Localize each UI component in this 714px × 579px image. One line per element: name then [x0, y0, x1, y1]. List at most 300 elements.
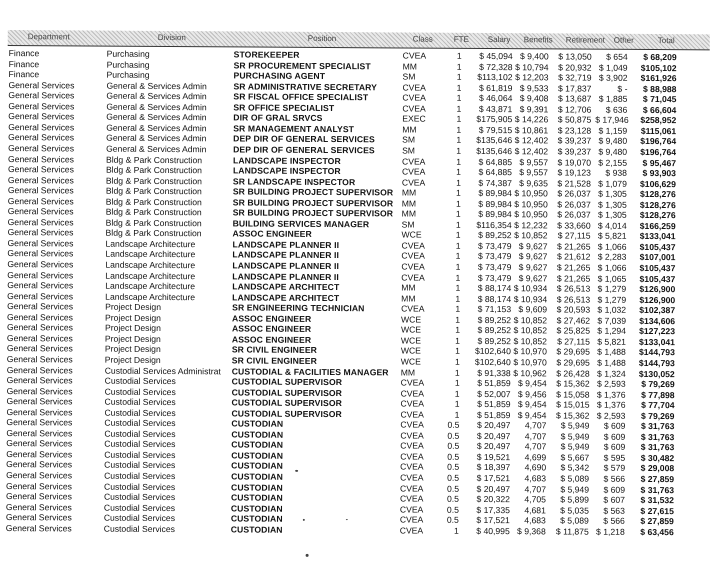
- position-cell: LANDSCAPE PLANNER II: [232, 239, 340, 250]
- header-class: Class: [412, 34, 433, 44]
- position-cell: CUSTODIAL SUPERVISOR: [231, 408, 342, 419]
- fte-cell: 0.5: [446, 514, 459, 525]
- benefits-cell: $ 9,456: [517, 388, 547, 399]
- benefits-cell: $ 9,609: [518, 304, 548, 315]
- department-cell: General Services: [6, 385, 73, 397]
- benefits-cell: 4,707: [524, 441, 547, 452]
- department-cell: General Services: [6, 364, 73, 375]
- scan-speck: [303, 519, 305, 521]
- other-cell: $ 579: [603, 463, 626, 474]
- header-row: [8, 30, 710, 50]
- other-cell: $ 654: [606, 51, 628, 62]
- department-cell: Finance: [8, 48, 40, 59]
- fte-cell: 0.5: [447, 441, 460, 452]
- department-cell: General Services: [8, 132, 75, 143]
- other-cell: $ 1,305: [597, 209, 627, 221]
- class-cell: SM: [402, 71, 416, 82]
- other-cell: $ -: [617, 83, 628, 94]
- total-cell: $ 77,704: [641, 400, 675, 411]
- retirement-cell: $ 15,058: [556, 388, 590, 400]
- retirement-cell: $ 39,237: [557, 135, 592, 147]
- division-cell: Custodial Services: [104, 407, 176, 418]
- other-cell: $ 1,324: [597, 368, 626, 379]
- benefits-cell: $ 12,203: [515, 72, 549, 83]
- salary-cell: $ 89,984: [478, 209, 512, 220]
- other-cell: $ 5,821: [597, 336, 626, 347]
- retirement-cell: $ 26,513: [556, 294, 591, 305]
- division-cell: Custodial Services: [103, 502, 176, 513]
- other-cell: $ 1,376: [596, 399, 626, 410]
- department-cell: General Services: [6, 406, 73, 418]
- total-cell: $ 63,456: [640, 526, 674, 537]
- division-cell: General & Services Admin: [106, 143, 207, 155]
- total-cell: $106,629: [640, 178, 676, 189]
- benefits-cell: $ 14,226: [514, 114, 549, 125]
- retirement-cell: $ 39,237: [557, 146, 592, 157]
- fte-cell: 1: [455, 314, 461, 325]
- other-cell: $ 17,946: [595, 114, 629, 126]
- position-cell: CUSTODIAL SUPERVISOR: [231, 387, 343, 398]
- department-cell: General Services: [7, 164, 74, 175]
- retirement-cell: $ 13,050: [558, 51, 592, 62]
- salary-cell: $ 20,497: [476, 441, 511, 452]
- other-cell: $ 609: [603, 442, 626, 453]
- fte-cell: 0.5: [447, 451, 460, 462]
- retirement-cell: $ 5,089: [560, 473, 590, 484]
- position-cell: ASSOC ENGINEER: [232, 228, 312, 240]
- salary-cell: $ 20,497: [476, 483, 511, 494]
- position-cell: LANDSCAPE INSPECTOR: [232, 165, 341, 177]
- fte-cell: 1: [455, 282, 461, 293]
- total-cell: $ 27,859: [640, 473, 675, 485]
- position-cell: SR PROCUREMENT SPECIALIST: [233, 59, 371, 71]
- class-cell: WCE: [401, 314, 422, 325]
- fte-cell: 1: [455, 325, 461, 336]
- class-cell: MM: [400, 366, 416, 378]
- benefits-cell: 4,705: [524, 494, 546, 505]
- position-cell: SR CIVIL ENGINEER: [231, 344, 318, 356]
- position-cell: LANDSCAPE INSPECTOR: [232, 154, 341, 166]
- fte-cell: 1: [454, 388, 460, 399]
- department-cell: General Services: [8, 100, 75, 112]
- total-cell: $ 27,859: [640, 516, 674, 527]
- fte-cell: 1: [456, 114, 462, 125]
- division-cell: Custodial Services Administrat: [104, 365, 221, 376]
- retirement-cell: $ 5,089: [560, 515, 589, 526]
- retirement-cell: $ 26,428: [556, 367, 590, 379]
- retirement-cell: $ 21,265: [557, 241, 591, 252]
- department-cell: General Services: [6, 470, 73, 481]
- position-cell: CUSTODIAN: [231, 439, 284, 451]
- salary-cell: $ 73,479: [477, 251, 512, 262]
- retirement-cell: $ 5,667: [560, 452, 590, 463]
- total-cell: $ 77,898: [641, 389, 675, 400]
- retirement-cell: $ 33,660: [557, 220, 591, 231]
- retirement-cell: $ 21,528: [557, 178, 591, 189]
- total-cell: $ 31,763: [640, 421, 675, 432]
- other-cell: $ 1,305: [598, 199, 627, 210]
- total-cell: $126,900: [639, 294, 676, 305]
- division-cell: Custodial Services: [103, 523, 175, 534]
- salary-cell: $ 20,497: [476, 430, 511, 441]
- fte-cell: 1: [455, 251, 461, 262]
- total-cell: $ 93,903: [642, 167, 676, 179]
- salary-cell: $ 71,153: [477, 304, 512, 315]
- retirement-cell: $ 15,362: [555, 410, 590, 421]
- salary-cell: $175,905: [476, 114, 513, 125]
- total-cell: $ 27,615: [640, 505, 674, 516]
- division-cell: General & Services Admin: [106, 80, 207, 91]
- position-cell: CUSTODIAN: [231, 429, 284, 440]
- department-cell: General Services: [7, 301, 74, 312]
- total-cell: $133,041: [639, 231, 676, 242]
- department-cell: General Services: [7, 206, 74, 217]
- department-cell: General Services: [8, 153, 74, 164]
- position-cell: PURCHASING AGENT: [233, 70, 326, 82]
- benefits-cell: $ 10,950: [514, 198, 548, 210]
- other-cell: $ 5,821: [597, 231, 627, 242]
- class-cell: CVEA: [402, 50, 427, 61]
- position-cell: SR FISCAL OFFICE SPECIALIST: [233, 91, 369, 103]
- division-cell: Landscape Architecture: [105, 280, 196, 292]
- fte-cell: 0.5: [446, 504, 459, 515]
- class-cell: CVEA: [401, 240, 425, 251]
- position-cell: CUSTODIAN: [231, 460, 284, 472]
- class-cell: CVEA: [401, 261, 425, 272]
- total-cell: $134,606: [639, 315, 676, 326]
- benefits-cell: 4,699: [524, 452, 547, 463]
- department-cell: General Services: [7, 185, 74, 196]
- salary-cell: $ 40,995: [476, 525, 510, 536]
- other-cell: $ 2,593: [596, 378, 626, 389]
- benefits-cell: $ 10,962: [513, 367, 547, 378]
- department-cell: General Services: [6, 375, 73, 386]
- position-cell: SR BUILDING PROJECT SUPERVISOR: [232, 207, 394, 219]
- class-cell: WCE: [400, 335, 422, 346]
- department-cell: General Services: [5, 501, 72, 513]
- fte-cell: 1: [455, 209, 461, 220]
- benefits-cell: 4,681: [524, 504, 546, 515]
- total-cell: $128,276: [639, 210, 676, 221]
- salary-cell: $ 61,819: [478, 82, 513, 93]
- division-cell: General & Services Admin: [106, 101, 207, 113]
- department-cell: General Services: [6, 417, 73, 428]
- division-cell: Bldg & Park Construction: [105, 164, 203, 176]
- salary-cell: $ 89,252: [477, 335, 511, 346]
- salary-cell: $ 74,387: [478, 177, 512, 188]
- salary-cell: $ 19,521: [476, 451, 511, 463]
- other-cell: $ 595: [603, 452, 626, 463]
- class-cell: CVEA: [401, 166, 426, 177]
- position-cell: CUSTODIAL & FACILITIES MANAGER: [231, 365, 389, 377]
- total-cell: $144,793: [638, 347, 675, 358]
- total-cell: $258,952: [640, 115, 677, 126]
- class-cell: CVEA: [402, 82, 426, 93]
- class-cell: MM: [401, 208, 417, 219]
- total-cell: $102,387: [639, 305, 676, 316]
- benefits-cell: $ 9,627: [518, 241, 548, 252]
- other-cell: $ 2,283: [597, 252, 627, 263]
- salary-cell: $ 73,479: [477, 261, 512, 273]
- retirement-cell: $ 26,037: [557, 188, 591, 199]
- department-cell: General Services: [7, 259, 74, 270]
- retirement-cell: $ 11,875: [555, 526, 589, 537]
- retirement-cell: $ 21,265: [556, 262, 591, 273]
- division-cell: Project Design: [105, 312, 161, 323]
- benefits-cell: $ 10,934: [513, 293, 548, 304]
- class-cell: CVEA: [401, 303, 425, 314]
- division-cell: Custodial Services: [104, 428, 176, 439]
- position-cell: CUSTODIAN: [230, 524, 283, 535]
- position-cell: CUSTODIAN: [231, 418, 284, 429]
- class-cell: CVEA: [400, 461, 424, 473]
- total-cell: $ 31,763: [640, 431, 675, 442]
- total-cell: $161,926: [640, 73, 677, 84]
- other-cell: $ 609: [603, 484, 626, 495]
- scan-speck: [306, 554, 309, 557]
- salary-cell: $ 73,479: [478, 240, 512, 252]
- retirement-cell: $ 5,899: [560, 494, 589, 505]
- other-cell: $ 566: [603, 515, 625, 527]
- position-cell: ASSOC ENGINEER: [231, 323, 312, 335]
- class-cell: CVEA: [400, 409, 424, 420]
- retirement-cell: $ 5,035: [560, 505, 589, 516]
- salary-cell: $ 79,515: [478, 124, 513, 135]
- other-cell: $ 1,305: [598, 188, 627, 199]
- other-cell: $ 1,376: [596, 389, 626, 400]
- department-cell: General Services: [5, 491, 72, 502]
- department-cell: General Services: [7, 237, 74, 249]
- total-cell: $ 79,269: [640, 410, 675, 421]
- salary-cell: $ 51,859: [476, 409, 511, 420]
- other-cell: $ 636: [605, 104, 628, 115]
- total-cell: $130,052: [638, 368, 675, 379]
- position-cell: SR LANDSCAPE INSPECTOR: [232, 176, 356, 187]
- scan-speck: [295, 470, 298, 472]
- other-cell: $ 1,294: [597, 325, 627, 337]
- total-cell: $105,437: [639, 241, 676, 253]
- department-cell: General Services: [7, 174, 74, 186]
- department-cell: General Services: [6, 322, 73, 333]
- class-cell: CVEA: [402, 103, 426, 114]
- other-cell: $ 1,066: [597, 241, 627, 252]
- position-cell: ASSOC ENGINEER: [231, 334, 312, 345]
- benefits-cell: $ 10,861: [514, 124, 549, 136]
- scan-speck: [346, 519, 348, 520]
- retirement-cell: $ 27,115: [557, 336, 590, 347]
- benefits-cell: 4,707: [524, 420, 547, 431]
- division-cell: Custodial Services: [104, 460, 176, 471]
- position-cell: CUSTODIAN: [230, 513, 283, 524]
- fte-cell: 1: [456, 177, 461, 188]
- fte-cell: 1: [454, 398, 460, 409]
- class-cell: CVEA: [400, 398, 424, 409]
- other-cell: $ 1,066: [597, 262, 627, 273]
- retirement-cell: $ 17,837: [557, 83, 592, 94]
- total-cell: $196,764: [640, 136, 677, 147]
- position-cell: ASSOC ENGINEER: [232, 313, 312, 324]
- position-cell: CUSTODIAL SUPERVISOR: [231, 397, 342, 409]
- benefits-cell: $ 10,970: [513, 346, 547, 357]
- division-cell: Landscape Architecture: [105, 249, 196, 260]
- department-cell: General Services: [5, 512, 72, 523]
- position-cell: CUSTODIAN: [231, 471, 283, 482]
- other-cell: $ 566: [603, 473, 626, 484]
- other-cell: $ 1,885: [598, 93, 628, 105]
- fte-cell: 1: [456, 156, 462, 167]
- salary-cell: $ 20,497: [476, 420, 511, 431]
- department-cell: General Services: [7, 216, 74, 228]
- division-cell: Purchasing: [106, 48, 150, 59]
- division-cell: Project Design: [104, 354, 161, 365]
- total-cell: $ 95,467: [642, 157, 677, 168]
- position-cell: CUSTODIAN: [231, 450, 284, 461]
- benefits-cell: $ 10,794: [515, 61, 549, 72]
- retirement-cell: $ 27,115: [557, 230, 591, 241]
- retirement-cell: $ 19,070: [557, 156, 592, 168]
- retirement-cell: $ 19,123: [557, 167, 591, 178]
- fte-cell: 1: [455, 198, 461, 209]
- retirement-cell: $ 15,015: [556, 399, 590, 410]
- class-cell: CVEA: [401, 272, 425, 283]
- benefits-cell: $ 9,635: [519, 177, 548, 188]
- total-cell: $144,793: [638, 357, 675, 369]
- fte-cell: 1: [456, 124, 462, 135]
- class-cell: MM: [401, 293, 416, 304]
- benefits-cell: $ 10,852: [513, 314, 548, 326]
- benefits-cell: $ 9,557: [519, 156, 549, 167]
- fte-cell: 1: [454, 377, 460, 388]
- total-cell: $ 79,269: [641, 378, 675, 390]
- fte-cell: 1: [454, 356, 460, 367]
- position-cell: SR CIVIL ENGINEER: [231, 355, 317, 366]
- fte-cell: 1: [456, 166, 461, 177]
- division-cell: Project Design: [104, 333, 161, 344]
- position-cell: BUILDING SERVICES MANAGER: [232, 218, 370, 230]
- division-cell: Purchasing: [106, 59, 150, 70]
- department-cell: General Services: [7, 195, 74, 207]
- salary-cell: $ 89,984: [478, 188, 512, 199]
- benefits-cell: $ 9,454: [517, 409, 547, 421]
- position-cell: LANDSCAPE PLANNER II: [232, 270, 339, 282]
- division-cell: Custodial Services: [103, 491, 176, 503]
- salary-cell: $ 17,521: [476, 515, 510, 526]
- other-cell: $ 1,488: [597, 347, 626, 358]
- other-cell: $ 1,065: [597, 273, 627, 284]
- other-cell: $ 4,014: [597, 220, 627, 231]
- department-cell: General Services: [7, 280, 74, 291]
- class-cell: CVEA: [400, 419, 424, 430]
- other-cell: $ 1,279: [597, 283, 627, 294]
- division-cell: Custodial Services: [104, 470, 176, 482]
- fte-cell: 1: [455, 303, 461, 315]
- class-cell: CVEA: [400, 472, 424, 483]
- fte-cell: 1: [456, 103, 462, 114]
- retirement-cell: $ 21,265: [556, 272, 591, 284]
- salary-cell: $ 45,094: [479, 50, 513, 62]
- salary-cell: $ 91,338: [477, 367, 511, 378]
- division-cell: Custodial Services: [104, 417, 176, 429]
- benefits-cell: $ 12,402: [514, 146, 549, 157]
- department-cell: General Services: [6, 438, 73, 449]
- fte-cell: 0.5: [446, 493, 459, 504]
- benefits-cell: $ 10,852: [514, 230, 548, 241]
- benefits-cell: $ 10,950: [514, 209, 548, 220]
- division-cell: Custodial Services: [104, 438, 176, 450]
- salary-cell: $ 88,174: [477, 283, 512, 294]
- header-benefits: Benefits: [523, 35, 553, 45]
- retirement-cell: $ 29,695: [556, 346, 590, 358]
- class-cell: CVEA: [400, 451, 424, 462]
- benefits-cell: 4,683: [524, 473, 547, 484]
- benefits-cell: $ 9,627: [518, 251, 548, 262]
- division-cell: General & Services Admin: [106, 90, 207, 102]
- header-retirement: Retirement: [565, 35, 605, 45]
- retirement-cell: $ 25,825: [556, 325, 591, 336]
- total-cell: $ 31,763: [640, 484, 675, 495]
- class-cell: WCE: [400, 345, 421, 356]
- fte-cell: 1: [456, 145, 462, 156]
- other-cell: $ 7,039: [597, 315, 627, 326]
- fte-cell: 1: [456, 61, 462, 72]
- salary-cell: $ 46,064: [478, 93, 513, 104]
- retirement-cell: $ 32,719: [558, 72, 592, 83]
- division-cell: Bldg & Park Construction: [105, 175, 202, 186]
- salary-cell: $ 64,885: [478, 166, 512, 178]
- benefits-cell: $ 9,557: [519, 167, 548, 178]
- benefits-cell: $ 9,368: [517, 525, 546, 537]
- benefits-cell: $ 10,934: [513, 283, 548, 294]
- fte-cell: 1: [454, 367, 460, 378]
- benefits-cell: $ 9,627: [518, 262, 548, 273]
- benefits-cell: 4,690: [524, 462, 547, 473]
- division-cell: Landscape Architecture: [105, 270, 196, 281]
- class-cell: CVEA: [401, 155, 426, 167]
- class-cell: CVEA: [399, 514, 424, 525]
- position-cell: LANDSCAPE PLANNER II: [232, 249, 340, 261]
- retirement-cell: $ 27,462: [556, 315, 591, 326]
- fte-cell: 1: [455, 261, 461, 272]
- total-cell: $ 30,482: [640, 452, 675, 464]
- position-cell: CUSTODIAL SUPERVISOR: [231, 376, 343, 388]
- salary-cell: $113,102: [477, 72, 513, 83]
- division-cell: Landscape Architecture: [105, 259, 196, 271]
- division-cell: Custodial Services: [104, 449, 176, 460]
- division-cell: General & Services Admin: [106, 111, 207, 123]
- class-cell: CVEA: [399, 504, 424, 515]
- position-cell: DEP DIR OF GENERAL SERVICES: [233, 144, 375, 156]
- division-cell: General & Services Admin: [106, 122, 207, 134]
- retirement-cell: $ 29,695: [556, 357, 590, 368]
- position-cell: DIR OF GRAL SRVCS: [233, 112, 323, 124]
- department-cell: General Services: [5, 522, 72, 534]
- total-cell: $126,900: [639, 284, 676, 295]
- other-cell: $ 1,079: [598, 178, 627, 189]
- department-cell: General Services: [8, 121, 75, 133]
- benefits-cell: 4,683: [524, 515, 546, 526]
- other-cell: $ 9,480: [598, 136, 628, 147]
- benefits-cell: $ 9,391: [519, 103, 549, 115]
- fte-cell: 1: [455, 293, 461, 304]
- fte-cell: 0.5: [447, 462, 460, 473]
- salary-cell: $ 20,322: [476, 494, 510, 505]
- total-cell: $166,259: [639, 220, 676, 231]
- salary-cell: $ 51,859: [477, 377, 511, 389]
- fte-cell: 0.5: [447, 430, 460, 441]
- division-cell: Landscape Architecture: [105, 291, 196, 302]
- header-total: Total: [657, 36, 675, 46]
- division-cell: Project Design: [104, 322, 161, 334]
